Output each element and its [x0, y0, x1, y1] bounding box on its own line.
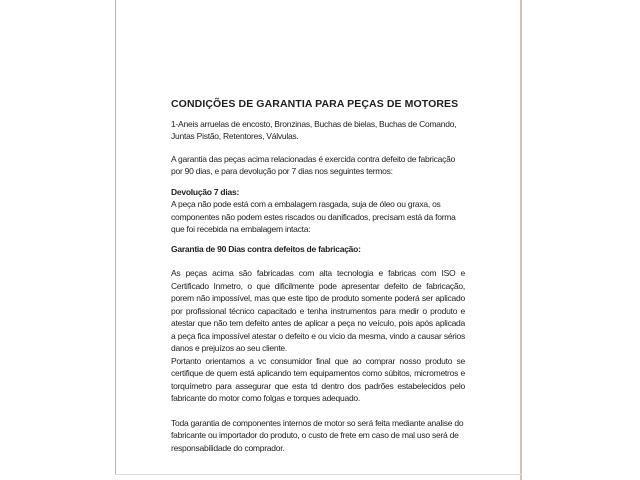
paragraph-warranty-summary: A garantia das peças acima relacionadas é exercida contra defeito de fabricação por 90 dias, e para devolução por 7 dias nos seguintes termos:: [171, 153, 456, 176]
document-title: CONDIÇÕES DE GARANTIA PARA PEÇAS DE MOTORES: [171, 98, 459, 110]
paragraph-closing: Toda garantia de componentes internos de motor so será feita mediante analise do fabricante ou importador do produto, o custo de frete em caso de mal uso será de responsabilidade do comprador.: [171, 417, 464, 453]
page-left-edge: [115, 0, 116, 475]
heading-devolucao-7-dias: Devolução 7 dias:: [171, 186, 240, 197]
paragraph-devolucao-body: A peça não pode está com a embalagem rasgada, suja de óleo ou graxa, os componentes não podem estes riscados ou danificados, precisam está da forma que foi recebida na embalagem intacta:: [171, 199, 456, 234]
paragraph-garantia-body-2: Portanto orientamos a vc consumidor final que ao comprar nosso produto se certifique de quem está aplicando tem equipamentos como súbitos, micrometros e torquímetro para assegurar que esta td dentro dos padrões estabelecidos pelo fabricante do motor como folgas e torques adequado.: [171, 355, 465, 403]
paragraph-parts-list: 1-Aneis arruelas de encosto, Bronzinas, Buchas de bielas, Buchas de Comando, Juntas Pistão, Retentores, Válvulas.: [171, 118, 457, 141]
page-bottom-edge: [115, 474, 522, 475]
paragraph-garantia-body-1: As peças acima são fabricadas com alta tecnologia e fabricas com ISO e Certificado Inmetro, o que dificilmente pode apresentar defeito de fabricação, porem não impossível, mas que este tipo de produto somente poderá ser aplicado por profissional técnico capacitado e tenha instrumentos para medir o produto e atestar que não tem defeito antes de aplicar a peça no veículo, pois após aplicada a peça fica impossível atestar o defeito e ou vicio da mesma, vindo a causar sérios danos e prejuízos ao seu cliente.: [171, 268, 465, 353]
document-page: [171, 98, 465, 454]
heading-garantia-90-dias: Garantia de 90 Dias contra defeitos de fabricação:: [171, 243, 361, 254]
page-right-edge: [520, 0, 522, 480]
